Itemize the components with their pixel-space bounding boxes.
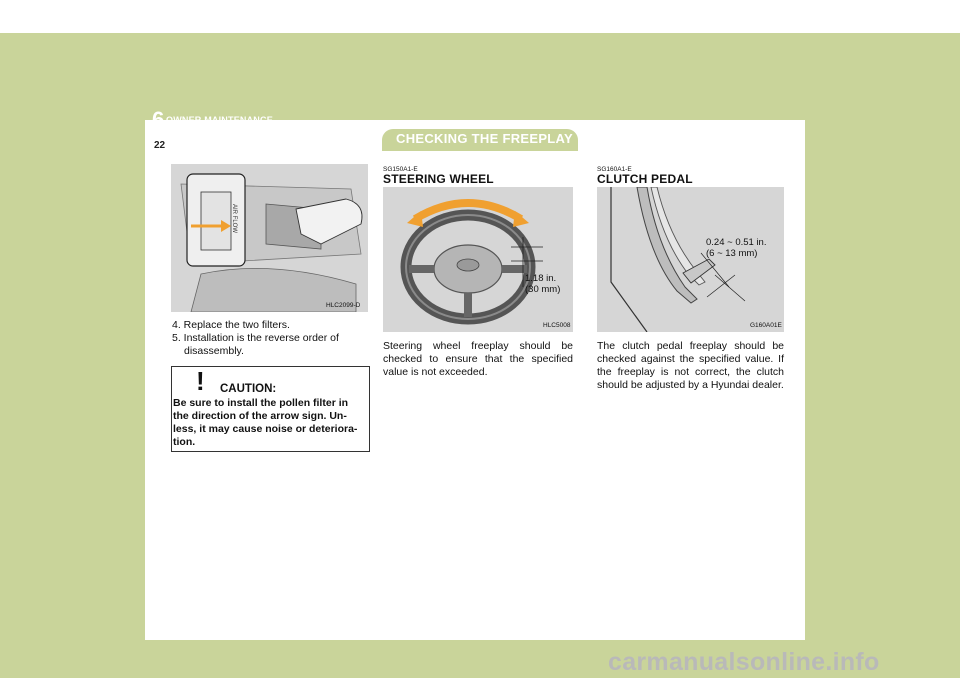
figure-code-left: HLC2099-D bbox=[326, 302, 361, 309]
page-number: 22 bbox=[154, 140, 166, 151]
steering-text: Steering wheel freeplay should be checked to ensure that the specified value is not exceeded. bbox=[383, 340, 573, 378]
chapter-title: OWNER MAINTENANCE bbox=[166, 115, 273, 125]
svg-text:!: ! bbox=[196, 368, 205, 394]
heading-clutch: CLUTCH PEDAL bbox=[597, 172, 693, 186]
code-steering: SG150A1-E bbox=[383, 166, 418, 173]
caution-text: Be sure to install the pollen filter in the direction of the arrow sign. Un-less, it may cause noise or deteriora-tion. bbox=[173, 397, 358, 448]
figure-code-clutch: G160A01E bbox=[750, 322, 782, 329]
steering-figure bbox=[383, 187, 573, 332]
watermark: carmanualsonline.info bbox=[608, 648, 880, 676]
clutch-figure bbox=[597, 187, 784, 332]
pollen-filter-figure bbox=[171, 164, 368, 312]
step-4: 4. Replace the two filters. bbox=[172, 319, 290, 331]
warning-icon bbox=[188, 368, 216, 394]
section-title: CHECKING THE FREEPLAY bbox=[396, 131, 574, 146]
air-flow-label: AIR FLOW bbox=[231, 204, 237, 234]
steering-measure-mm: (30 mm) bbox=[525, 284, 561, 295]
steering-wheel-illustration bbox=[383, 187, 573, 332]
clutch-text: The clutch pedal freeplay should be checked against the specified value. If the freeplay is not correct, the clutch should be adjusted by a Hyundai dealer. bbox=[597, 340, 784, 391]
clutch-pedal-illustration bbox=[597, 187, 784, 332]
clutch-measure-in: 0.24 ~ 0.51 in. bbox=[706, 237, 767, 248]
pollen-filter-illustration bbox=[171, 164, 368, 312]
step-5-cont: disassembly. bbox=[184, 345, 244, 357]
code-clutch: SG160A1-E bbox=[597, 166, 632, 173]
clutch-measure-mm: (6 ~ 13 mm) bbox=[706, 248, 758, 259]
step-5: 5. Installation is the reverse order of bbox=[172, 332, 339, 344]
caution-title: CAUTION: bbox=[220, 383, 277, 395]
steering-measure-in: 1.18 in. bbox=[525, 273, 557, 284]
steps-list bbox=[172, 319, 368, 358]
chapter-number: 6 bbox=[152, 107, 165, 132]
heading-steering: STEERING WHEEL bbox=[383, 172, 494, 186]
figure-code-steering: HLC5008 bbox=[543, 322, 571, 329]
